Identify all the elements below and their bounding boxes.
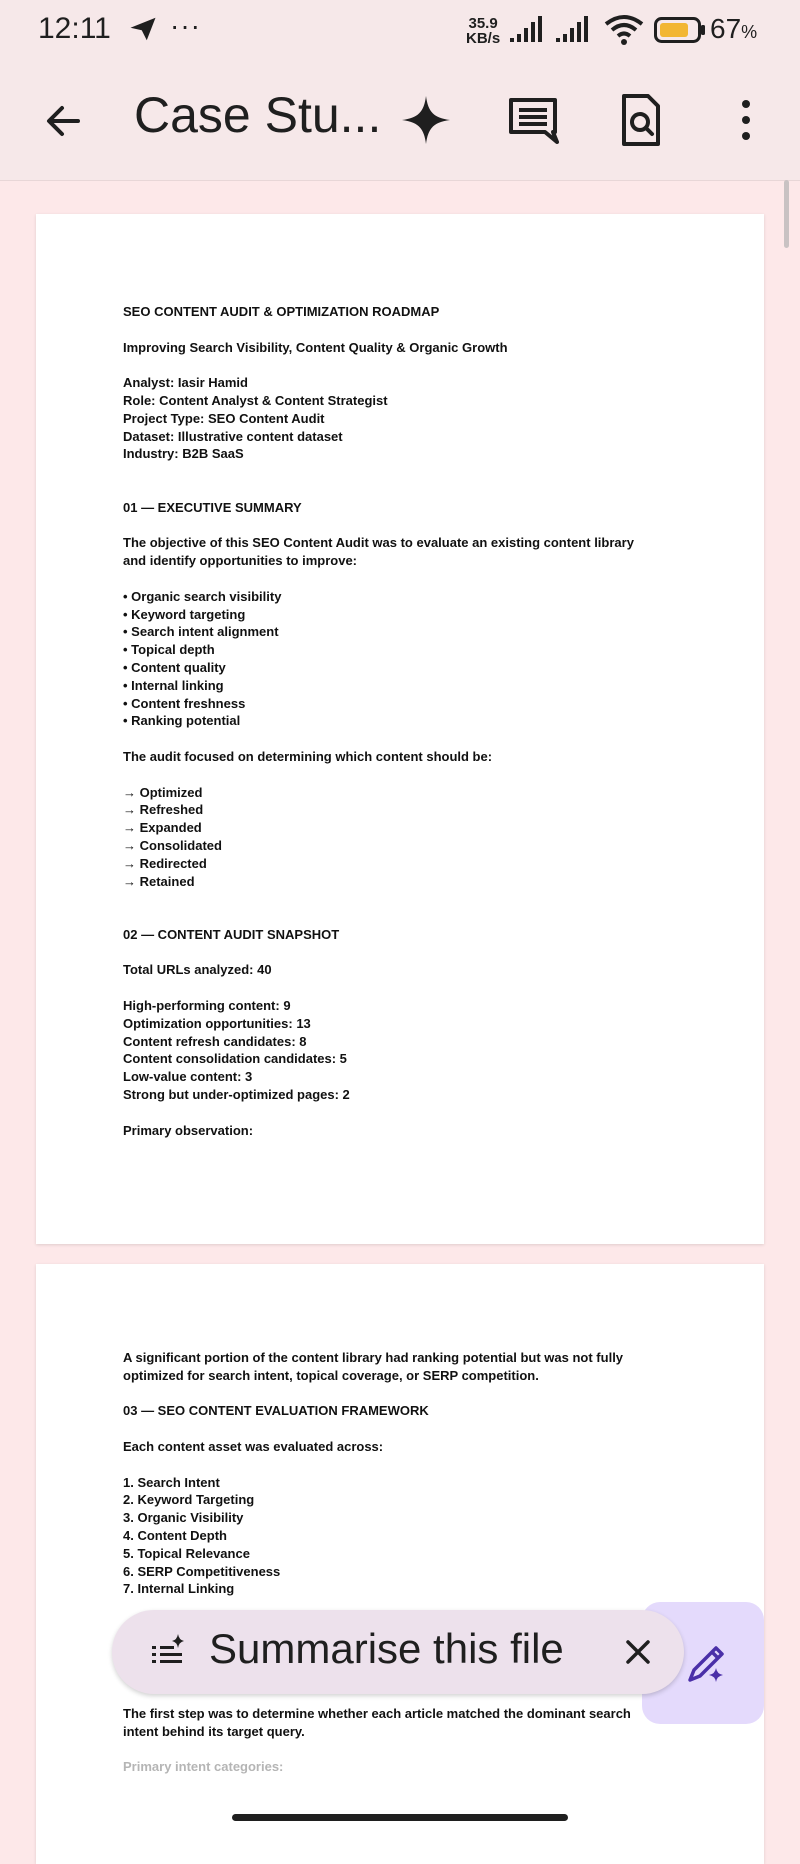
- bullet-item: • Content freshness: [123, 695, 246, 711]
- app-bar: [0, 62, 800, 181]
- criteria-item: 3. Organic Visibility: [123, 1510, 244, 1526]
- paragraph-line: Each content asset was evaluated across:: [123, 1438, 384, 1454]
- doc-title: SEO CONTENT AUDIT & OPTIMIZATION ROADMAP: [123, 304, 440, 319]
- meta-line: Role: Content Analyst & Content Strategist: [123, 392, 388, 408]
- summarise-sparkle-icon: [150, 1634, 186, 1670]
- stat-line: Content refresh candidates: 8: [123, 1033, 307, 1049]
- meta-line: Industry: B2B SaaS: [123, 446, 244, 462]
- network-speed: [466, 16, 500, 46]
- page-1-content: [123, 303, 724, 1139]
- paragraph-line: Primary observation:: [123, 1122, 254, 1138]
- meta-line: Analyst: Iasir Hamid: [123, 375, 248, 391]
- document-page-2: [36, 1264, 764, 1864]
- stat-line: Strong but under-optimized pages: 2: [123, 1087, 350, 1103]
- paragraph-line: The first step was to determine whether each article matched the dominant search: [123, 1705, 631, 1721]
- summarise-file-chip[interactable]: [112, 1610, 684, 1694]
- paragraph-line: The audit focused on determining which content should be:: [123, 748, 493, 764]
- section-heading: 03 — SEO CONTENT EVALUATION FRAMEWORK: [123, 1403, 429, 1419]
- bullet-item: • Topical depth: [123, 642, 215, 658]
- page-2-content: [123, 1349, 724, 1776]
- document-page-1: [36, 214, 764, 1244]
- section-heading: 01 — EXECUTIVE SUMMARY: [123, 499, 302, 515]
- back-arrow-icon[interactable]: [38, 96, 88, 146]
- criteria-item: 6. SERP Competitiveness: [123, 1563, 281, 1579]
- paragraph-line: The objective of this SEO Content Audit was to evaluate an existing content library: [123, 535, 634, 551]
- battery-icon: [654, 17, 706, 43]
- comment-icon[interactable]: [505, 92, 561, 148]
- paragraph-line: optimized for search intent, topical coverage, or SERP competition.: [123, 1367, 539, 1383]
- bullet-item: • Organic search visibility: [123, 588, 282, 604]
- status-bar: [0, 0, 800, 62]
- wifi-icon: [604, 14, 644, 46]
- section-heading: 02 — CONTENT AUDIT SNAPSHOT: [123, 926, 340, 942]
- stat-line: Optimization opportunities: 13: [123, 1015, 311, 1031]
- edit-sparkle-icon: [682, 1640, 730, 1688]
- bullet-item: • Content quality: [123, 659, 226, 675]
- action-item: → Expanded: [123, 820, 202, 836]
- document-title[interactable]: Case Stu...: [134, 87, 382, 143]
- stat-line: Low-value content: 3: [123, 1069, 253, 1085]
- battery-percent-unit: %: [741, 22, 758, 42]
- summarise-label: Summarise this file: [209, 1625, 564, 1672]
- criteria-item: 4. Content Depth: [123, 1527, 227, 1543]
- meta-line: Dataset: Illustrative content dataset: [123, 428, 343, 444]
- paragraph-line: Primary intent categories:: [123, 1759, 284, 1775]
- meta-line: Project Type: SEO Content Audit: [123, 410, 325, 426]
- telegram-send-icon: [128, 14, 158, 44]
- bullet-item: • Search intent alignment: [123, 624, 279, 640]
- more-vert-icon[interactable]: [718, 92, 774, 148]
- paragraph-line: and identify opportunities to improve:: [123, 553, 357, 569]
- gemini-sparkle-icon[interactable]: [398, 92, 454, 148]
- paragraph-line: A significant portion of the content library had ranking potential but was not fully: [123, 1350, 624, 1365]
- more-notifications-indicator: ···: [170, 10, 201, 41]
- find-in-page-icon[interactable]: [612, 92, 668, 148]
- action-item: → Refreshed: [123, 802, 204, 818]
- stat-line: Content consolidation candidates: 5: [123, 1051, 347, 1067]
- action-item: → Optimized: [123, 784, 203, 800]
- signal-icon: [556, 16, 594, 44]
- action-item: → Retained: [123, 873, 195, 889]
- criteria-item: 1. Search Intent: [123, 1474, 220, 1490]
- home-indicator[interactable]: [232, 1814, 568, 1821]
- criteria-item: 5. Topical Relevance: [123, 1545, 250, 1561]
- paragraph-line: intent behind its target query.: [123, 1723, 305, 1739]
- action-item: → Consolidated: [123, 837, 222, 853]
- network-speed-unit: KB/s: [466, 30, 501, 47]
- bullet-item: • Ranking potential: [123, 713, 241, 729]
- status-time: 12:11: [38, 12, 111, 45]
- signal-icon: [510, 16, 548, 44]
- stat-line: High-performing content: 9: [123, 998, 291, 1014]
- criteria-item: 7. Internal Linking: [123, 1581, 235, 1597]
- close-icon[interactable]: [618, 1632, 658, 1672]
- criteria-item: 2. Keyword Targeting: [123, 1492, 255, 1508]
- scrollbar-thumb[interactable]: [784, 180, 789, 248]
- action-item: → Redirected: [123, 855, 207, 871]
- battery-percent-value: 67: [710, 13, 742, 44]
- battery-percent: [710, 13, 757, 45]
- network-speed-value: 35.9: [468, 15, 498, 32]
- stat-line: Total URLs analyzed: 40: [123, 962, 272, 978]
- bullet-item: • Internal linking: [123, 677, 224, 693]
- doc-subtitle: Improving Search Visibility, Content Quality & Organic Growth: [123, 339, 508, 355]
- bullet-item: • Keyword targeting: [123, 606, 246, 622]
